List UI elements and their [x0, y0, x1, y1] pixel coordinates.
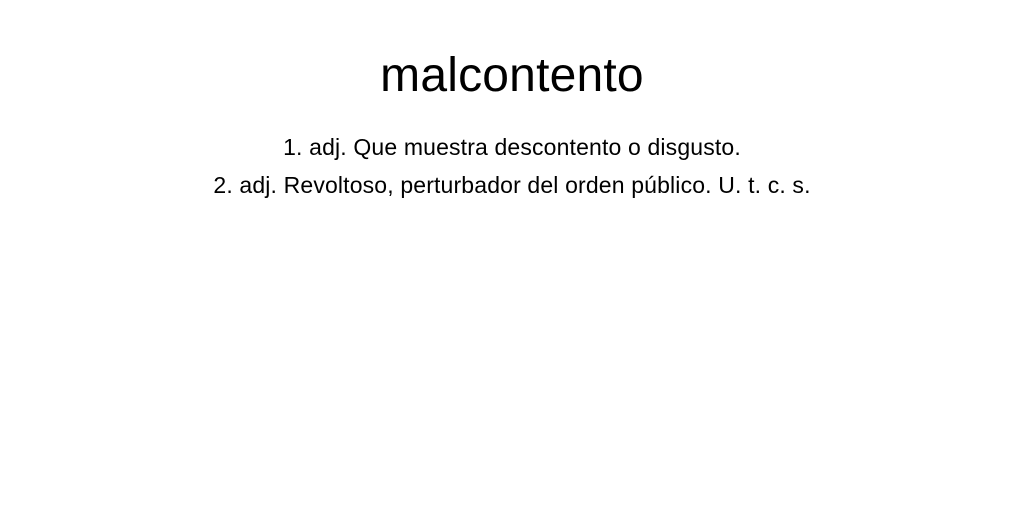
dictionary-entry	[0, 0, 1024, 204]
headword: malcontento	[380, 49, 644, 102]
definition-list	[0, 128, 1024, 204]
definition-item: 1. adj. Que muestra descontento o disgusto.	[283, 134, 741, 160]
definition-item: 2. adj. Revoltoso, perturbador del orden público. U. t. c. s.	[213, 172, 811, 198]
